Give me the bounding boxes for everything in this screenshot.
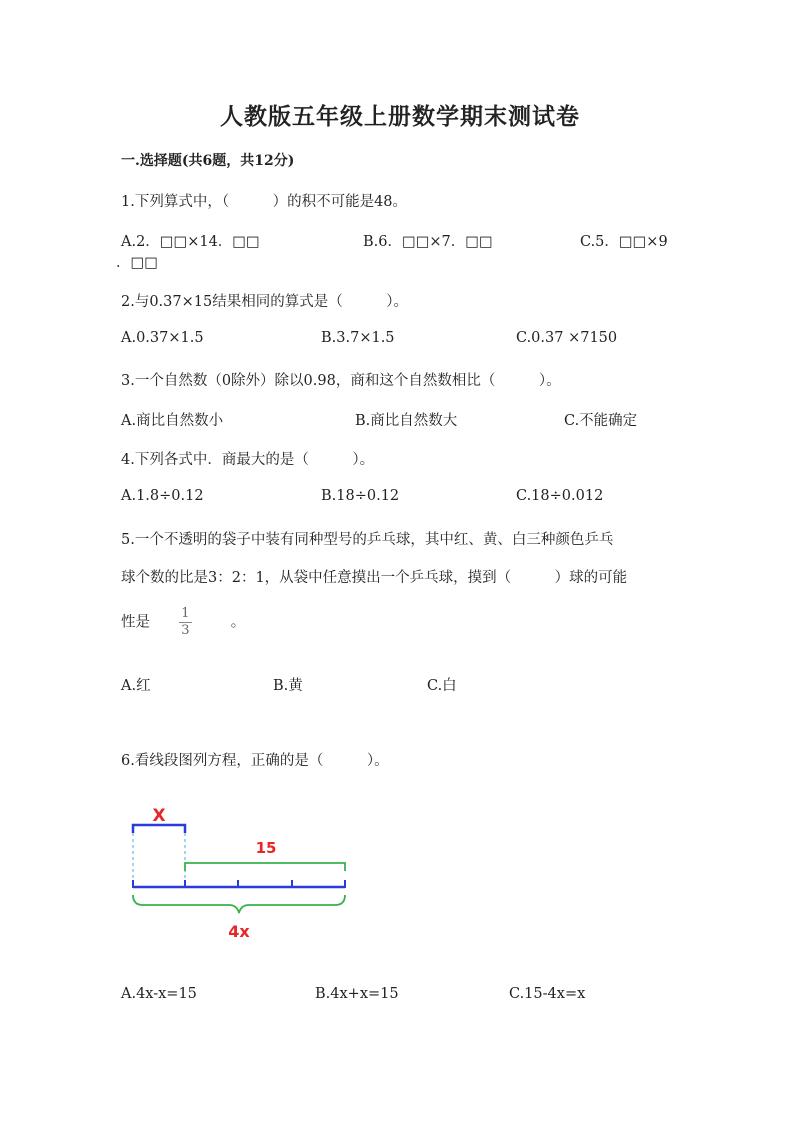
question-5-line-1: 5.一个不透明的袋子中装有同种型号的乒乓球，其中红、黄、白三种颜色乒乓	[121, 532, 614, 548]
question-4-option-a[interactable]: A.1.8÷0.12	[121, 488, 204, 504]
question-4-option-c[interactable]: C.18÷0.012	[516, 488, 604, 504]
question-2-option-c[interactable]: C.0.37 ×7150	[516, 330, 618, 346]
question-3-option-a[interactable]: A.商比自然数小	[121, 413, 224, 429]
question-5-option-a[interactable]: A.红	[121, 678, 151, 694]
question-5-suffix: 。	[230, 614, 246, 631]
question-1-stem: 1.下列算式中，（ ）的积不可能是48。	[121, 194, 408, 210]
question-3-option-b[interactable]: B.商比自然数大	[355, 413, 458, 429]
fraction-one-third	[179, 606, 191, 639]
question-2-option-b[interactable]: B.3.7×1.5	[321, 330, 395, 346]
question-2-stem: 2.与0.37×15结果相同的算式是（ ）。	[121, 294, 408, 310]
label-15: 15	[255, 839, 277, 857]
four-x-brace	[133, 895, 345, 913]
label-4x: 4x	[228, 922, 250, 941]
question-6-option-c[interactable]: C.15-4x=x	[509, 986, 586, 1002]
question-5-prefix: 性是	[121, 614, 150, 631]
question-3-stem: 3.一个自然数（0除外）除以0.98，商和这个自然数相比（ ）。	[121, 373, 561, 389]
question-1-option-b[interactable]: B.6．□□×7．□□	[363, 234, 493, 250]
question-4-stem: 4.下列各式中．商最大的是（ ）。	[121, 452, 375, 468]
question-5-option-c[interactable]: C.白	[427, 678, 457, 694]
question-1-option-a[interactable]: A.2．□□×14．□□	[121, 234, 260, 250]
fifteen-bracket	[185, 863, 345, 871]
fraction-numerator: 1	[181, 606, 190, 621]
question-2-option-a[interactable]: A.0.37×1.5	[121, 330, 204, 346]
label-x: X	[152, 806, 166, 826]
section-heading: 一.选择题(共6题，共12分)	[121, 153, 295, 169]
question-6-option-b[interactable]: B.4x+x=15	[315, 986, 399, 1002]
question-1-option-c-continued: ．□□	[116, 255, 158, 271]
question-3-option-c[interactable]: C.不能确定	[564, 413, 638, 429]
x-bracket	[133, 825, 185, 833]
question-4-option-b[interactable]: B.18÷0.12	[321, 488, 400, 504]
page-title: 人教版五年级上册数学期末测试卷	[220, 103, 580, 130]
question-5-option-b[interactable]: B.黄	[273, 678, 303, 694]
question-5-line-2: 球个数的比是3：2：1，从袋中任意摸出一个乒乓球，摸到（ ）球的可能	[121, 570, 628, 586]
question-1-option-c[interactable]: C.5．□□×9	[580, 234, 668, 250]
question-6-option-a[interactable]: A.4x-x=15	[121, 986, 197, 1002]
fraction-denominator: 3	[181, 623, 190, 638]
question-6-stem: 6.看线段图列方程，正确的是（ ）。	[121, 753, 389, 769]
question-5-line-3	[121, 606, 245, 639]
line-segment-diagram	[120, 795, 370, 955]
